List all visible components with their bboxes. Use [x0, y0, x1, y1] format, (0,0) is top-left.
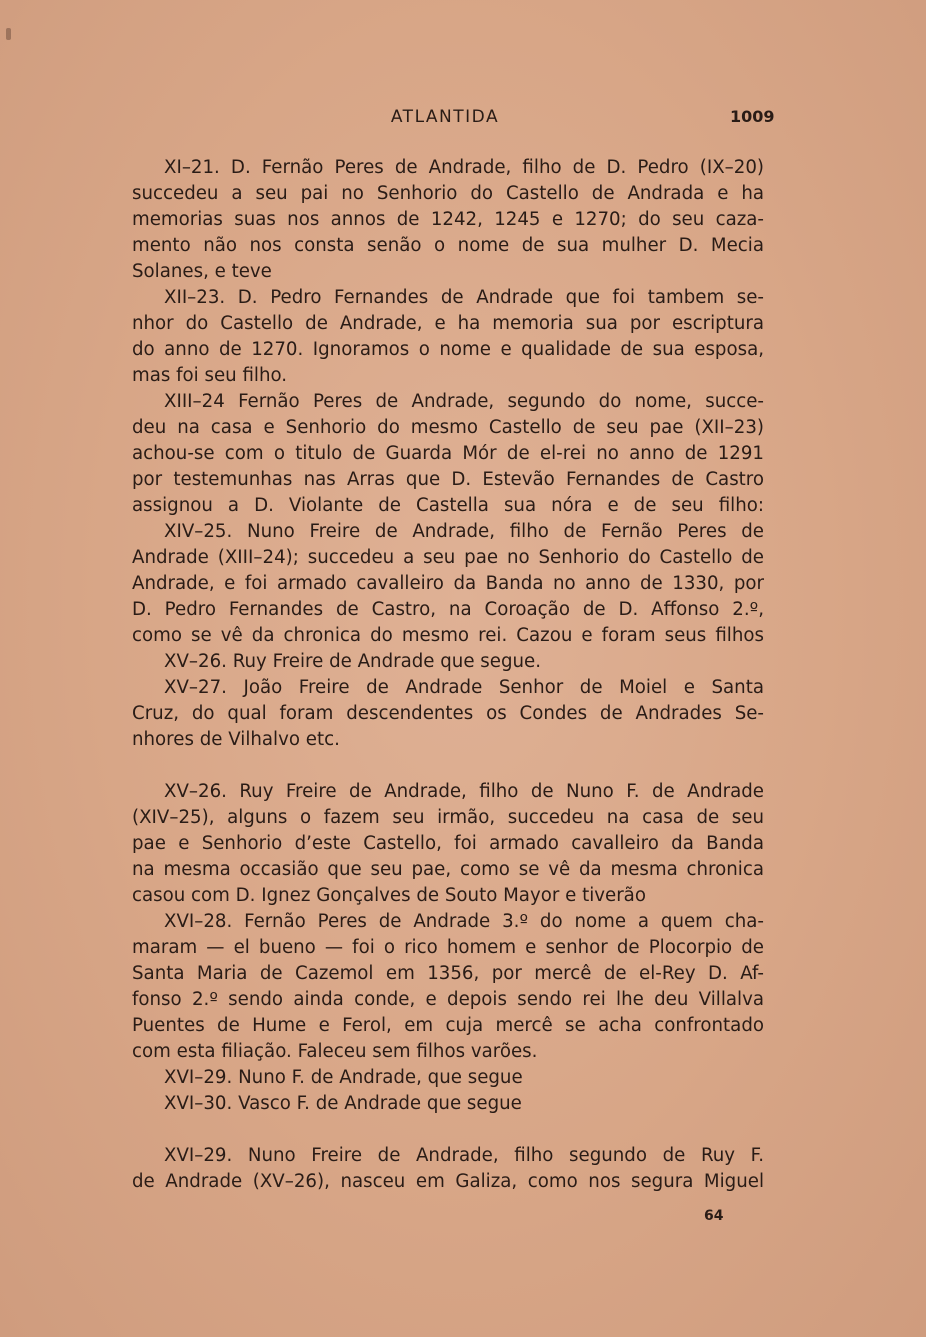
signature-mark: 64	[704, 1208, 724, 1224]
text-line: nhor do Castello de Andrade, e ha memoria sua por escriptura	[132, 313, 764, 334]
text-line: XI–21. D. Fernão Peres de Andrade, filho de D. Pedro (IX–20)	[164, 157, 764, 178]
text-line: assignou a D. Violante de Castella sua nóra e de seu filho:	[132, 495, 764, 516]
text-line: por testemunhas nas Arras que D. Estevão Fernandes de Castro	[132, 469, 764, 490]
text-line: Andrade, e foi armado cavalleiro da Banda no anno de 1330, por	[132, 573, 764, 594]
text-line: Puentes de Hume e Ferol, em cuja mercê se acha confrontado	[132, 1015, 764, 1036]
text-line: como se vê da chronica do mesmo rei. Cazou e foram seus filhos	[132, 625, 764, 646]
text-line: casou com D. Ignez Gonçalves de Souto Mayor e tiverão	[132, 885, 646, 906]
page-number: 1009	[730, 107, 775, 126]
paragraph-gap	[132, 753, 764, 779]
text-line: XV–26. Ruy Freire de Andrade, filho de Nuno F. de Andrade	[164, 781, 764, 802]
text-line: do anno de 1270. Ignoramos o nome e qualidade de sua esposa,	[132, 339, 764, 360]
text-line: memorias suas nos annos de 1242, 1245 e 1270; do seu caza-	[132, 209, 764, 230]
text-line: mento não nos consta senão o nome de sua mulher D. Mecia	[132, 235, 764, 256]
text-line: Santa Maria de Cazemol em 1356, por mercê de el-Rey D. Af-	[132, 963, 764, 984]
text-line: nhores de Vilhalvo etc.	[132, 729, 340, 750]
text-line: XIII–24 Fernão Peres de Andrade, segundo do nome, succe-	[164, 391, 764, 412]
text-line: achou-se com o titulo de Guarda Mór de el-rei no anno de 1291	[132, 443, 764, 464]
ink-stain	[6, 28, 11, 40]
paragraph-gap	[132, 1117, 764, 1143]
running-header-title: ATLANTIDA	[390, 107, 500, 127]
text-line: Andrade (XIII–24); succedeu a seu pae no Senhorio do Castello de	[132, 547, 764, 568]
text-line: XIV–25. Nuno Freire de Andrade, filho de Fernão Peres de	[164, 521, 764, 542]
text-line: XV–27. João Freire de Andrade Senhor de Moiel e Santa	[164, 677, 764, 698]
text-line: maram — el bueno — foi o rico homem e senhor de Plocorpio de	[132, 937, 764, 958]
text-line: com esta filiação. Faleceu sem filhos varões.	[132, 1041, 538, 1062]
text-line: XVI–29. Nuno Freire de Andrade, filho segundo de Ruy F.	[164, 1145, 764, 1166]
text-line: D. Pedro Fernandes de Castro, na Coroação de D. Affonso 2.º,	[132, 599, 764, 620]
text-line: XVI–29. Nuno F. de Andrade, que segue	[164, 1067, 523, 1088]
text-line: XVI–30. Vasco F. de Andrade que segue	[164, 1093, 522, 1114]
text-line: Solanes, e teve	[132, 261, 272, 282]
text-line: fonso 2.º sendo ainda conde, e depois sendo rei lhe deu Villalva	[132, 989, 764, 1010]
text-line: de Andrade (XV–26), nasceu em Galiza, como nos segura Miguel	[132, 1171, 764, 1192]
text-line: pae e Senhorio d’este Castello, foi armado cavalleiro da Banda	[132, 833, 764, 854]
text-line: mas foi seu filho.	[132, 365, 288, 386]
text-line: succedeu a seu pai no Senhorio do Castello de Andrada e ha	[132, 183, 764, 204]
text-line: XVI–28. Fernão Peres de Andrade 3.º do nome a quem cha-	[164, 911, 764, 932]
text-line: XII–23. D. Pedro Fernandes de Andrade que foi tambem se-	[164, 287, 764, 308]
body-text	[132, 155, 764, 1195]
text-line: na mesma occasião que seu pae, como se vê da mesma chronica	[132, 859, 764, 880]
text-line: (XIV–25), alguns o fazem seu irmão, succedeu na casa de seu	[132, 807, 764, 828]
text-line: Cruz, do qual foram descendentes os Condes de Andrades Se-	[132, 703, 764, 724]
text-line: XV–26. Ruy Freire de Andrade que segue.	[164, 651, 542, 672]
text-line: deu na casa e Senhorio do mesmo Castello de seu pae (XII–23)	[132, 417, 764, 438]
